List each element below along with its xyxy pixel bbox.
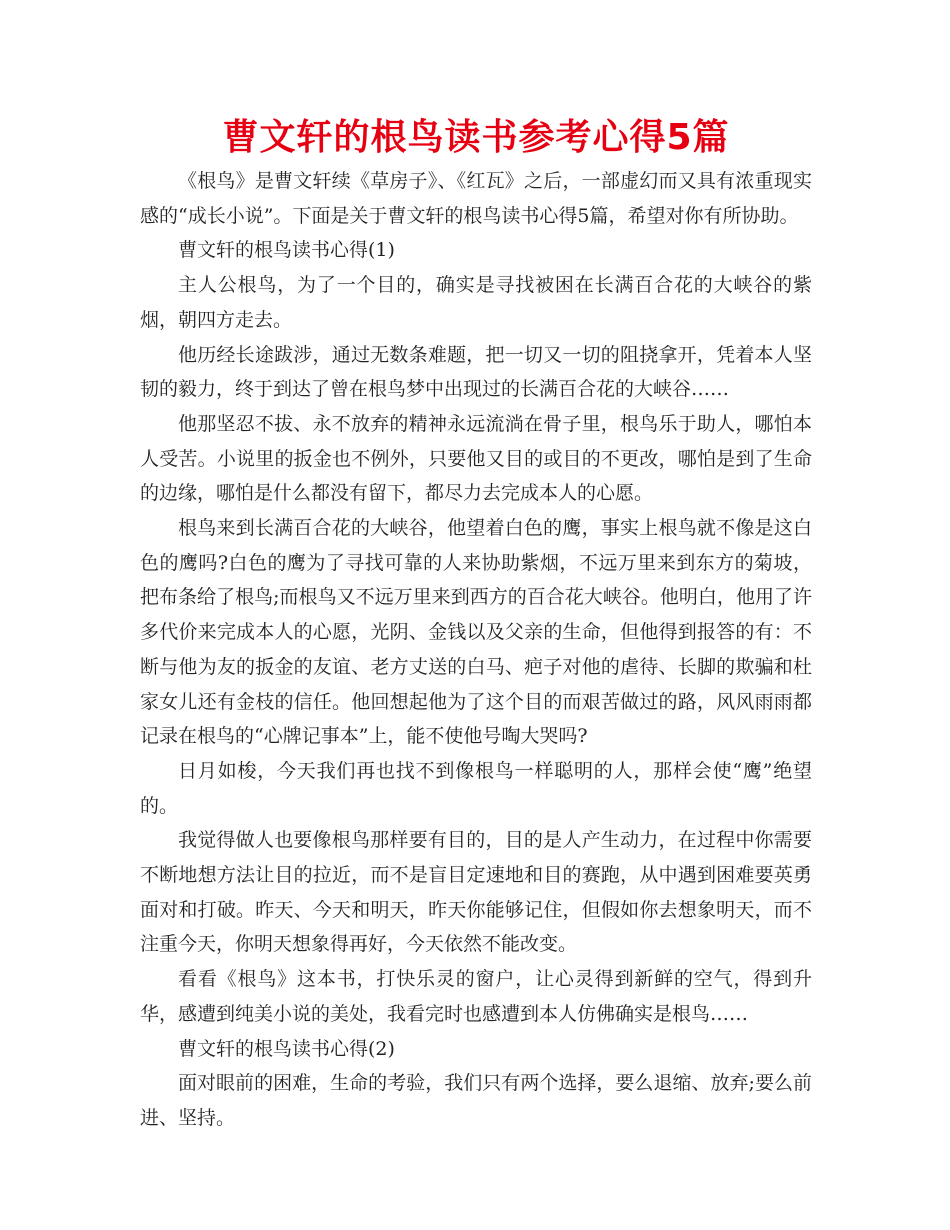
section-heading-2: 曹文轩的根鸟读书心得(2) (178, 1037, 395, 1060)
body-paragraph: 我觉得做人也要像根鸟那样要有目的，目的是人产生动力，在过程中你需要不断地想方法让目的拉近，而不是盲目定速地和目的赛跑，从中遇到困难要英勇面对和打破。昨天、今天和明天，昨天你能够记住，但假如你去想象明天，而不注重今天，你明天想象得再好，今天依然不能改变。 (140, 829, 812, 956)
body-paragraph: 日月如梭，今天我们再也找不到像根鸟一样聪明的人，那样会使“鹰”绝望的。 (140, 759, 812, 817)
body-paragraph: 面对眼前的困难，生命的考验，我们只有两个选择，要么退缩、放弃;要么前进、坚持。 (140, 1072, 812, 1129)
body-paragraph: 他历经长途跋涉，通过无数条难题，把一切又一切的阻挠拿开，凭着本人坚韧的毅力，终于到达了曾在根鸟梦中出现过的长满百合花的大峡谷…… (140, 343, 812, 401)
body-paragraph: 他那坚忍不拔、永不放弃的精神永远流淌在骨子里，根鸟乐于助人，哪怕本人受苦。小说里的扳金也不例外，只要他又目的或目的不更改，哪怕是到了生命的边缘，哪怕是什么都没有留下，都尽力去完成本人的心愿。 (140, 412, 812, 505)
document-page (140, 112, 812, 1136)
section-heading-1: 曹文轩的根鸟读书心得(1) (178, 239, 395, 262)
document-title: 曹文轩的根鸟读书参考心得5篇 (222, 117, 730, 158)
intro-paragraph: 《根鸟》是曹文轩续《草房子》、《红瓦》之后，一部虚幻而又具有浓重现实感的“成长小说”。下面是关于曹文轩的根鸟读书心得5篇，希望对你有所协助。 (140, 170, 812, 227)
body-paragraph: 看看《根鸟》这本书，打快乐灵的窗户，让心灵得到新鲜的空气，得到升华，感遭到纯美小说的美处，我看完时也感遭到本人仿佛确实是根鸟…… (140, 968, 812, 1025)
body-paragraph: 根鸟来到长满百合花的大峡谷，他望着白色的鹰，事实上根鸟就不像是这白色的鹰吗?白色的鹰为了寻找可靠的人来协助紫烟，不远万里来到东方的菊坡，把布条给了根鸟;而根鸟又不远万里来到西方的百合花大峡谷。他明白，他用了许多代价来完成本人的心愿，光阴、金钱以及父亲的生命，但他得到报答的有：不断与他为友的扳金的友谊、老方丈送的白马、疤子对他的虐待、长脚的欺骗和杜家女儿还有金枝的信任。他回想起他为了这个目的而艰苦做过的路，风风雨雨都记录在根鸟的“心牌记事本”上，能不使他号啕大哭吗? (140, 517, 812, 748)
body-paragraph: 主人公根鸟，为了一个目的，确实是寻找被困在长满百合花的大峡谷的紫烟，朝四方走去。 (140, 274, 812, 331)
